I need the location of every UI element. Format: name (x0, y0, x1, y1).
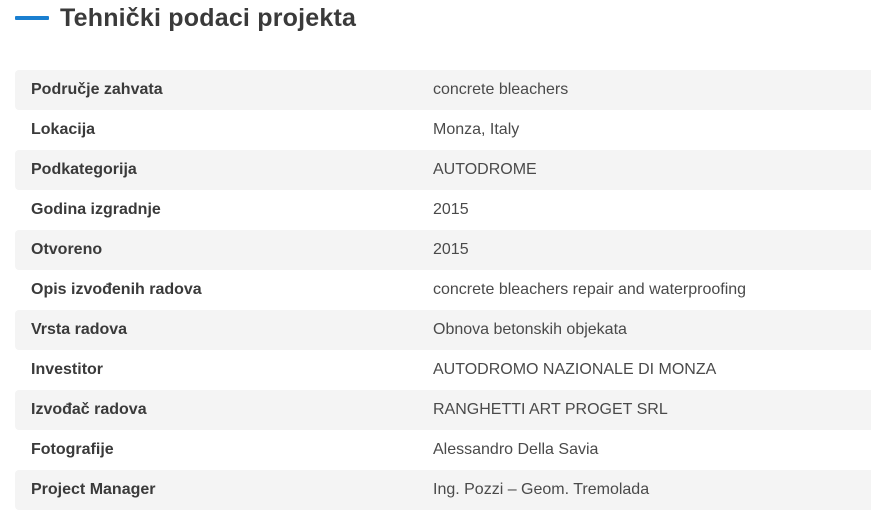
spec-label: Investitor (31, 361, 104, 378)
spec-row (15, 470, 871, 510)
spec-value: Monza, Italy (433, 121, 520, 138)
spec-row (15, 350, 871, 390)
spec-value: Alessandro Della Savia (433, 441, 599, 458)
spec-label: Podkategorija (31, 161, 137, 178)
spec-label: Fotografije (31, 441, 114, 458)
project-specs-table (15, 70, 871, 510)
spec-label: Project Manager (31, 481, 156, 498)
spec-row (15, 310, 871, 350)
spec-label: Područje zahvata (31, 81, 163, 98)
spec-label: Vrsta radova (31, 321, 128, 338)
spec-row (15, 430, 871, 470)
spec-label: Izvođač radova (31, 401, 147, 418)
spec-label: Lokacija (31, 121, 96, 138)
title-accent-bar (15, 16, 49, 20)
spec-value: AUTODROMO NAZIONALE DI MONZA (433, 361, 717, 378)
spec-value: concrete bleachers (433, 81, 569, 98)
spec-row (15, 230, 871, 270)
spec-value: Ing. Pozzi – Geom. Tremolada (433, 481, 650, 498)
spec-value: AUTODROME (433, 161, 537, 178)
spec-value: RANGHETTI ART PROGET SRL (433, 401, 668, 418)
spec-row (15, 70, 871, 110)
spec-label: Otvoreno (31, 241, 103, 258)
spec-label: Godina izgradnje (31, 201, 161, 218)
spec-label: Opis izvođenih radova (31, 281, 202, 298)
section-header (15, 0, 356, 36)
spec-value: 2015 (433, 241, 469, 258)
section-title: Tehnički podaci projekta (60, 3, 357, 32)
spec-value: 2015 (433, 201, 469, 218)
spec-row (15, 190, 871, 230)
spec-value: concrete bleachers repair and waterproofing (433, 281, 747, 298)
spec-row (15, 110, 871, 150)
spec-row (15, 390, 871, 430)
spec-row (15, 270, 871, 310)
spec-row (15, 150, 871, 190)
spec-value: Obnova betonskih objekata (433, 321, 627, 338)
